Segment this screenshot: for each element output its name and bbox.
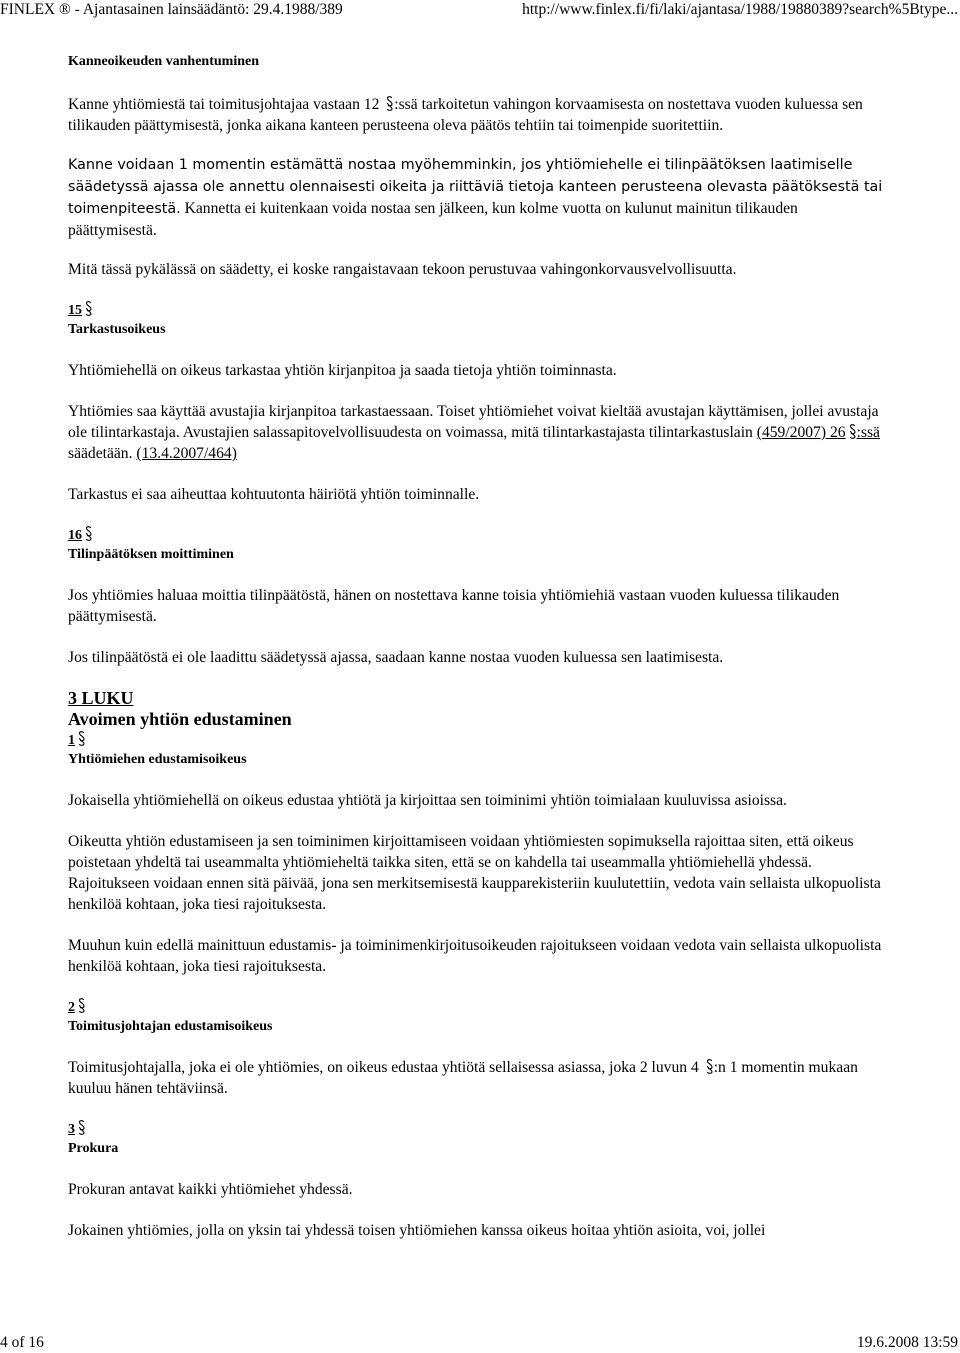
text: Kanne voidaan 1 momentin estämättä nostaa myöhemminkin, jos yhtiömiehelle ei tilinpäätöksen laatimiselle säädetyssä ajassa ole annettu olennaisesti oikeita ja riittäviä tietoja kanteen perusteena olevasta päätöksestä tai toimenpiteestä. bbox=[68, 157, 883, 217]
print-header bbox=[0, 0, 960, 22]
section-title: Tarkastusoikeus bbox=[68, 322, 166, 337]
section-number-1[interactable]: 1 bbox=[68, 730, 888, 750]
header-url[interactable]: http://www.finlex.fi/fi/laki/ajantasa/1988/19880389?search%5Btype... bbox=[522, 1, 958, 18]
section-number-3[interactable]: 3 bbox=[68, 1119, 888, 1139]
text: :ssä tarkoitetun vahingon korvaamisesta on nostettava vuoden kuluessa sen tilikauden päättymisestä, jonka aikana kanteen perusteena oleva päätös tehtiin tai toimenpide suoritettiin. bbox=[68, 96, 863, 134]
text: Rajoitukseen voidaan ennen sitä päivää, jona sen merkitsemisestä kaupparekisteriin kuulutettiin, vedota vain sellaista ulkopuolista henkilöä kohtaan, joka tiesi rajoituksesta. bbox=[68, 875, 881, 913]
section-sign-icon bbox=[77, 997, 86, 1014]
section-sign-icon bbox=[77, 730, 86, 747]
text: Oikeutta yhtiön edustamiseen ja sen toiminimen kirjoittamiseen voidaan yhtiömiesten sopimuksella rajoittaa siten, että oikeus poistetaan yhdeltä tai useammalta yhtiömieheltä taikka siten, että se on kahdella tai useammalla yhtiömiehellä yhdessä. bbox=[68, 833, 854, 871]
section-sign-icon bbox=[848, 423, 857, 440]
text: :n 1 momentin mukaan kuuluu hänen tehtäviinsä. bbox=[68, 1059, 858, 1097]
section-title: Yhtiömiehen edustamisoikeus bbox=[68, 752, 247, 767]
section-sign-icon bbox=[77, 1119, 86, 1136]
section-number-16[interactable]: 16 bbox=[68, 525, 888, 545]
print-footer bbox=[0, 1333, 960, 1353]
print-timestamp: 19.6.2008 13:59 bbox=[856, 1334, 958, 1351]
paragraph: Mitä tässä pykälässä on säädetty, ei koske rangaistavaan tekoon perustuvaa vahingonkorvausvelvollisuutta. bbox=[68, 261, 737, 278]
paragraph bbox=[68, 94, 888, 136]
paragraph bbox=[68, 1057, 888, 1099]
chapter-title: Avoimen yhtiön edustaminen bbox=[68, 709, 292, 729]
paragraph: Tarkastus ei saa aiheuttaa kohtuutonta häiriötä yhtiön toiminnalle. bbox=[68, 486, 480, 503]
section-heading: Kanneoikeuden vanhentuminen bbox=[68, 54, 259, 69]
text: Toiset yhtiömiehet voivat kieltää avustajan käyttämisen, jollei avustaja ole tilintarkastaja. bbox=[68, 403, 879, 441]
text: Toimitusjohtajalla, joka ei ole yhtiömies, on oikeus edustaa yhtiötä sellaisessa asiassa, joka 2 luvun 4 bbox=[68, 1059, 699, 1076]
paragraph bbox=[68, 831, 888, 915]
chapter-number[interactable]: 3 LUKU bbox=[68, 688, 134, 708]
section-sign-icon bbox=[705, 1058, 714, 1075]
law-reference-link[interactable]: (459/2007) 26 :ssä bbox=[756, 424, 880, 441]
text: Kanne yhtiömiestä tai toimitusjohtajaa vastaan 12 bbox=[68, 96, 380, 113]
page-counter: 4 of 16 bbox=[0, 1334, 44, 1351]
header-title: FINLEX ® - Ajantasainen lainsäädäntö: 29.4.1988/389 bbox=[0, 1, 343, 18]
section-title: Toimitusjohtajan edustamisoikeus bbox=[68, 1019, 273, 1034]
section-number-15[interactable]: 15 bbox=[68, 300, 888, 320]
section-sign-icon bbox=[84, 525, 93, 542]
paragraph: Muuhun kuin edellä mainittuun edustamis- ja toiminimenkirjoitusoikeuden rajoitukseen voidaan vedota vain sellaista ulkopuolista henkilöä kohtaan, joka tiesi rajoituksesta. bbox=[68, 937, 882, 975]
paragraph: Prokuran antavat kaikki yhtiömiehet yhdessä. bbox=[68, 1181, 353, 1198]
document-body bbox=[68, 52, 888, 1241]
section-sign-icon bbox=[385, 95, 394, 112]
section-title: Prokura bbox=[68, 1141, 119, 1156]
paragraph: Yhtiömiehellä on oikeus tarkastaa yhtiön kirjanpitoa ja saada tietoja yhtiön toiminnasta. bbox=[68, 362, 617, 379]
paragraph: Jokaisella yhtiömiehellä on oikeus edustaa yhtiötä ja kirjoittaa sen toiminimi yhtiön toimialaan kuuluvissa asioissa. bbox=[68, 792, 787, 809]
amendment-link[interactable]: (13.4.2007/464) bbox=[136, 445, 237, 462]
section-title: Tilinpäätöksen moittiminen bbox=[68, 547, 234, 562]
paragraph: Jos tilinpäätöstä ei ole laadittu säädetyssä ajassa, saadaan kanne nostaa vuoden kuluessa sen laatimisesta. bbox=[68, 649, 724, 666]
text: Avustajien salassapitovelvollisuudesta on voimassa, mitä tilintarkastajasta tilintarkastuslain bbox=[182, 424, 753, 441]
paragraph: Jokainen yhtiömies, jolla on yksin tai yhdessä toisen yhtiömiehen kanssa oikeus hoitaa yhtiön asioita, voi, jollei bbox=[68, 1222, 766, 1239]
paragraph bbox=[68, 154, 888, 241]
paragraph bbox=[68, 401, 888, 464]
text: Yhtiömies saa käyttää avustajia kirjanpitoa tarkastaessaan. bbox=[68, 403, 434, 420]
section-number-2[interactable]: 2 bbox=[68, 997, 888, 1017]
paragraph: Jos yhtiömies haluaa moittia tilinpäätöstä, hänen on nostettava kanne toisia yhtiömiehiä vastaan vuoden kuluessa tilikauden päättymisestä. bbox=[68, 587, 840, 625]
text: Kannetta ei kuitenkaan voida nostaa sen jälkeen, kun kolme vuotta on kulunut mainitun tilikauden päättymisestä. bbox=[68, 200, 798, 239]
section-sign-icon bbox=[84, 300, 93, 317]
text: säädetään. bbox=[68, 445, 133, 462]
